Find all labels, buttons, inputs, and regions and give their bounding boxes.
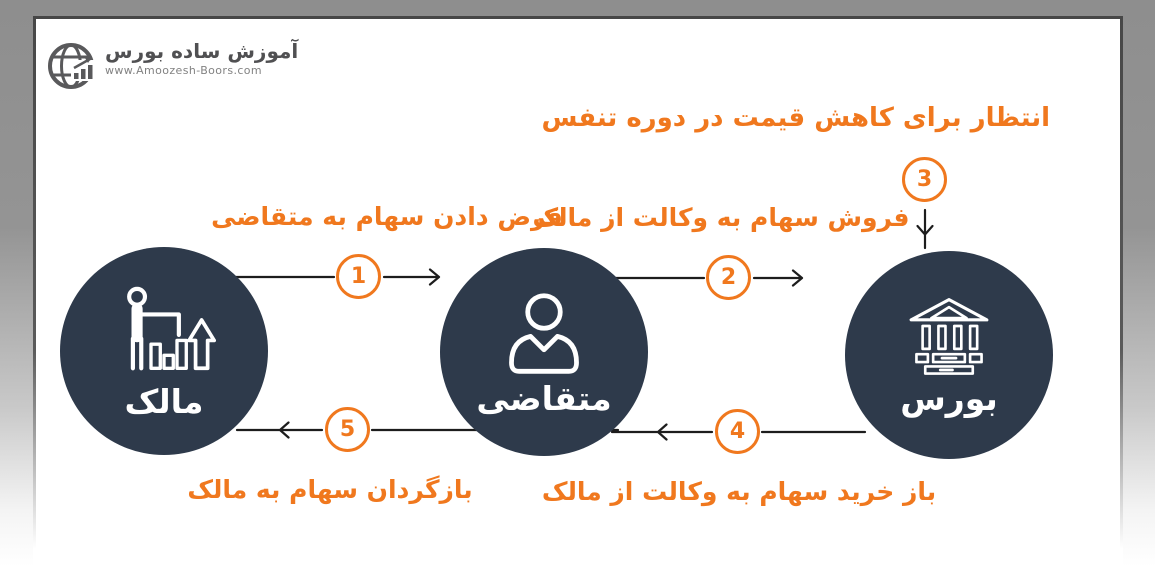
person-icon [496,290,592,378]
entity-exchange-label: بورس [900,378,998,418]
step1-label: قرض دادن سهام به متقاضی [211,202,563,231]
step5-label: بازگردان سهام به مالک [187,475,473,504]
entity-owner-label: مالک [124,381,204,421]
step-badge-1: 1 [336,254,381,299]
entity-owner [60,247,268,455]
brand-name: آموزش ساده بورس [105,39,299,63]
step-badge-3: 3 [902,157,947,202]
step-badge-4: 4 [715,409,760,454]
entity-applicant [440,248,648,456]
step4-label: باز خرید سهام به وکالت از مالک [541,477,937,506]
wait-note-label: انتظار برای کاهش قیمت در دوره تنفس [541,103,1050,133]
globe-growth-icon [46,40,98,92]
bank-building-icon [905,296,993,378]
entity-applicant-label: متقاضی [476,378,612,418]
step-badge-2: 2 [706,255,751,300]
entity-exchange [845,251,1053,459]
presenter-chart-icon [112,285,216,381]
brand-logo [46,40,298,92]
step-badge-5: 5 [325,407,370,452]
brand-url: www.Amoozesh-Boors.com [105,64,263,77]
step2-label: فروش سهام به وکالت از مالک [532,203,910,232]
